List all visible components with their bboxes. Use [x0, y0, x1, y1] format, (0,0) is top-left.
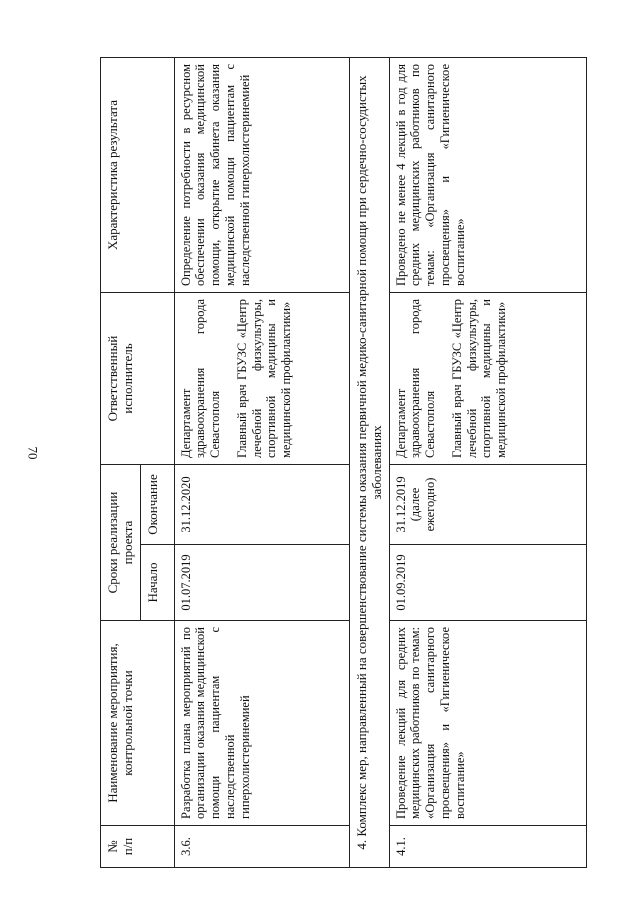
- end-date-note: (далее ежегодно): [408, 477, 438, 532]
- row-number: 3.6.: [174, 826, 349, 868]
- activity-table: [100, 57, 587, 868]
- header-end: Окончание: [140, 465, 174, 545]
- page-number: 70: [25, 446, 41, 460]
- row-activity-name: Проведение лекций для средних медицинских работников по темам: «Организация санитарного просвещения» и «Гигиеническое воспитание»: [389, 621, 586, 826]
- row-start-date: 01.07.2019: [174, 545, 349, 621]
- section-row: [349, 58, 389, 868]
- header-terms: Сроки реализации проекта: [101, 465, 141, 621]
- section-title: 4. Комплекс мер, направленный на совершенствование системы оказания первичной медико-санитарной помощи при сердечно-сосудистых заболеваниях: [349, 58, 389, 868]
- header-number-symbol: №: [105, 840, 120, 853]
- row-result: Проведено не менее 4 лекций в год для средних медицинских работников по темам: «Организация санитарного просвещения» и «Гигиеническое воспитание»: [389, 58, 586, 293]
- executor-chief-doctor: Главный врач ГБУЗС «Центр лечебной физкультуры, спортивной медицины и медицинской профилактики»: [234, 299, 294, 458]
- header-number-abbr: п/п: [120, 837, 136, 856]
- executor-department: Департамент здравоохранения города Севастополя: [178, 299, 223, 458]
- header-executor: Ответственный исполнитель: [101, 293, 175, 465]
- header-start: Начало: [140, 545, 174, 621]
- row-executor: [174, 293, 349, 465]
- executor-chief-doctor: Главный врач ГБУЗС «Центр лечебной физкультуры, спортивной медицины и медицинской профилактики»: [449, 299, 509, 458]
- header-activity-name: Наименование мероприятия, контрольной точки: [101, 621, 175, 826]
- header-result: Характеристика результата: [101, 58, 175, 293]
- rotated-table-wrapper: [100, 58, 580, 868]
- row-result: Определение потребности в ресурсном обеспечении оказания медицинской помощи, открытие кабинета оказания медицинской помощи пациентам с наследственной гиперхолистеринемией: [174, 58, 349, 293]
- row-executor: [389, 293, 586, 465]
- end-date-value: 31.12.2019: [393, 476, 408, 533]
- row-end-date: [389, 465, 586, 545]
- table-row: [174, 58, 349, 868]
- row-start-date: 01.09.2019: [389, 545, 586, 621]
- row-activity-name: Разработка плана мероприятий по организации оказания медицинской помощи пациентам с наследственной гиперхолистеринемией: [174, 621, 349, 826]
- executor-department: Департамент здравоохранения города Севастополя: [393, 299, 438, 458]
- table-row: [389, 58, 586, 868]
- header-number: [101, 826, 175, 868]
- row-end-date: 31.12.2020: [174, 465, 349, 545]
- row-number: 4.1.: [389, 826, 586, 868]
